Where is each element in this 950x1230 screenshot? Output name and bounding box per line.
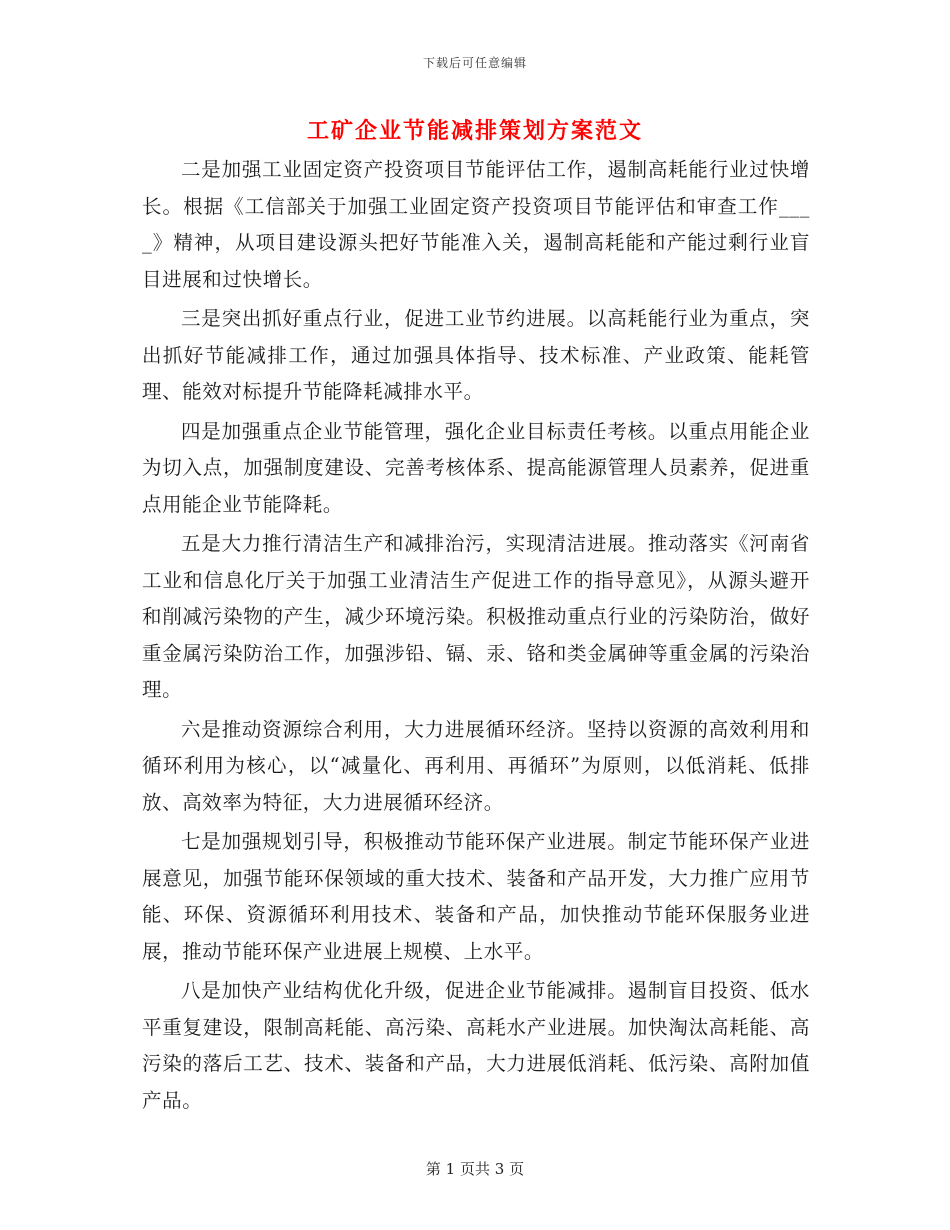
paragraph: 六是推动资源综合利用，大力进展循环经济。坚持以资源的高效利用和循环利用为核心，以“减量化、再利用、再循环”为原则，以低消耗、低排放、高效率为特征，大力进展循环经济。 <box>142 717 810 814</box>
page-footer-number: 第 1 页共 3 页 <box>425 1160 525 1178</box>
document-body <box>142 152 810 1122</box>
paragraph: 八是加快产业结构优化升级，促进企业节能减排。遏制盲目投资、低水平重复建设，限制高耗能、高污染、高耗水产业进展。加快淘汰高耗能、高污染的落后工艺、技术、装备和产品，大力进展低消耗、低污染、高附加值产品。 <box>142 979 810 1112</box>
page-header-note: 下载后可任意编辑 <box>422 56 527 70</box>
paragraph: 四是加强重点企业节能管理，强化企业目标责任考核。以重点用能企业为切入点，加强制度建设、完善考核体系、提高能源管理人员素养，促进重点用能企业节能降耗。 <box>142 419 810 516</box>
paragraph: 二是加强工业固定资产投资项目节能评估工作，遏制高耗能行业过快增长。根据《工信部关于加强工业固定资产投资项目节能评估和审查工作____》精神，从项目建设源头把好节能准入关，遏制高耗能和产能过剩行业盲目进展和过快增长。 <box>142 158 810 291</box>
paragraph: 三是突出抓好重点行业，促进工业节约进展。以高耗能行业为重点，突出抓好节能减排工作，通过加强具体指导、技术标准、产业政策、能耗管理、能效对标提升节能降耗减排水平。 <box>142 307 810 403</box>
document-title: 工矿企业节能减排策划方案范文 <box>306 118 643 144</box>
paragraph: 五是大力推行清洁生产和减排治污，实现清洁进展。推动落实《河南省工业和信息化厅关于加强工业清洁生产促进工作的指导意见》，从源头避开和削减污染物的产生，减少环境污染。积极推动重点行业的污染防治，做好重金属污染防治工作，加强涉铅、镉、汞、铬和类金属砷等重金属的污染治理。 <box>142 532 810 701</box>
paragraph: 七是加强规划引导，积极推动节能环保产业进展。制定节能环保产业进展意见，加强节能环保领域的重大技术、装备和产品开发，大力推广应用节能、环保、资源循环利用技术、装备和产品，加快推动节能环保服务业进展，推动节能环保产业进展上规模、上水平。 <box>142 830 810 963</box>
